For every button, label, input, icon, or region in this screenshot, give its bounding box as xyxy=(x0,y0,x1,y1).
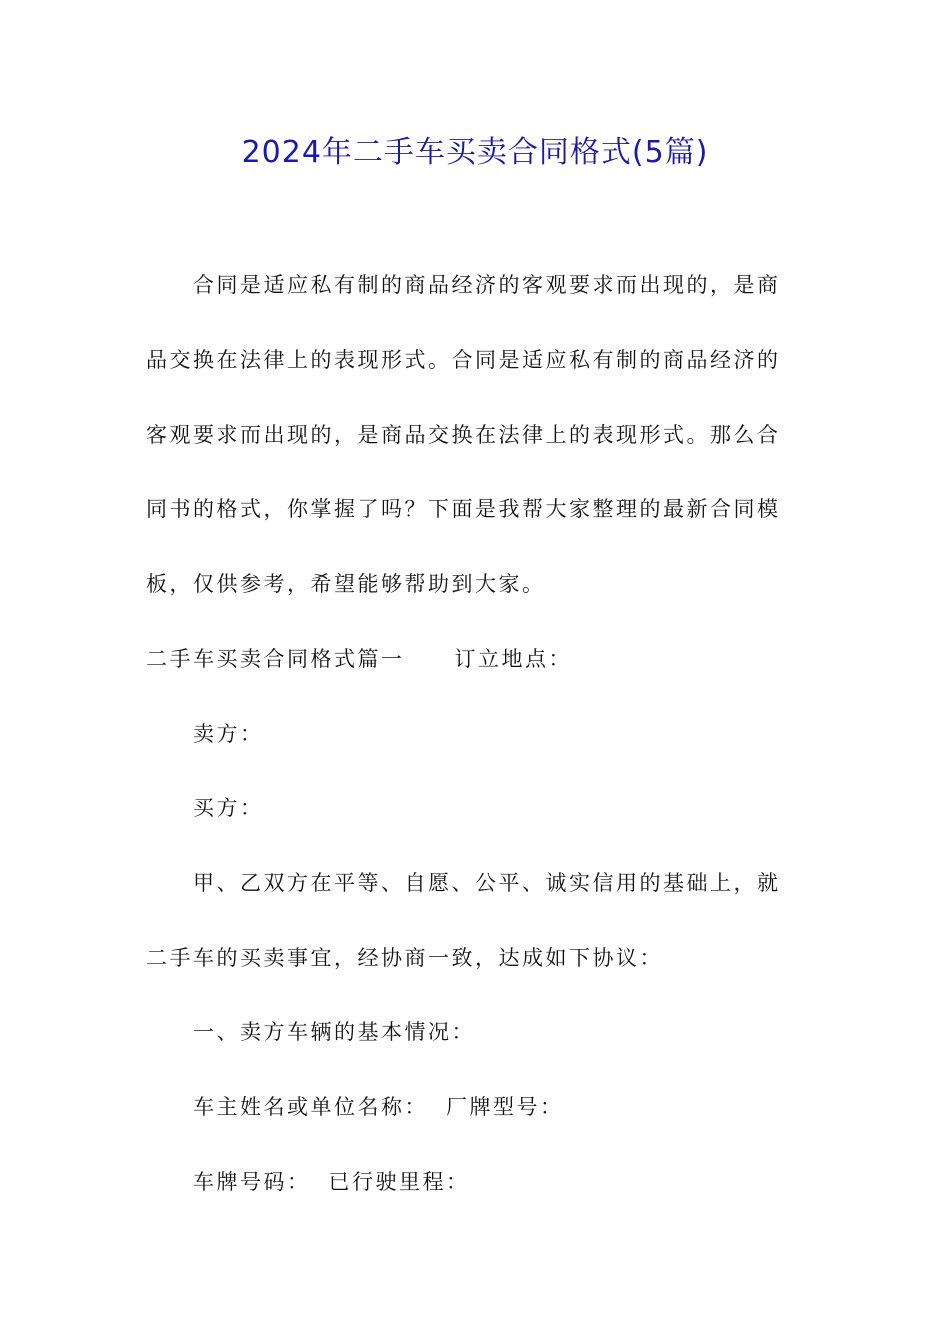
mileage-label: 已行驶里程： xyxy=(328,1170,470,1194)
buyer-label: 买方： xyxy=(193,796,264,820)
agreement-line-2: 二手车的买卖事宜，经协商一致，达成如下协议： xyxy=(146,946,663,970)
plate-number-label: 车牌号码： xyxy=(193,1170,311,1194)
intro-line-5: 板，仅供参考，希望能够帮助到大家。 xyxy=(146,572,546,596)
owner-brand-line xyxy=(193,1087,853,1127)
agreement-line-1: 甲、乙双方在平等、自愿、公平、诚实信用的基础上，就 xyxy=(193,871,781,895)
intro-line-4: 同书的格式，你掌握了吗？下面是我帮大家整理的最新合同模 xyxy=(146,497,781,521)
intro-line-3: 客观要求而出现的，是商品交换在法律上的表现形式。那么合 xyxy=(146,423,781,447)
brand-model-label: 厂牌型号： xyxy=(446,1095,564,1119)
owner-name-label: 车主姓名或单位名称： xyxy=(193,1095,428,1119)
plate-mileage-line xyxy=(193,1162,853,1202)
seller-label: 卖方： xyxy=(193,722,264,746)
section-heading-line xyxy=(146,639,806,679)
signing-place-label: 订立地点： xyxy=(454,647,572,671)
intro-line-1: 合同是适应私有制的商品经济的客观要求而出现的，是商 xyxy=(193,273,781,297)
clause-one-heading: 一、卖方车辆的基本情况： xyxy=(193,1020,475,1044)
intro-line-2: 品交换在法律上的表现形式。合同是适应私有制的商品经济的 xyxy=(146,348,781,372)
document-title: 2024年二手车买卖合同格式(5篇) xyxy=(241,135,709,170)
section-heading: 二手车买卖合同格式篇一 xyxy=(146,647,405,671)
